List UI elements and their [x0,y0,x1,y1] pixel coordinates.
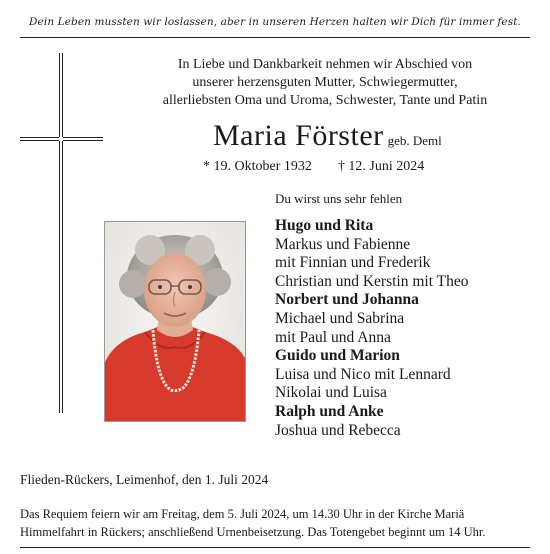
service-info [20,505,535,541]
bottom-divider [20,547,530,548]
deceased-name: Maria Förster [213,119,384,152]
portrait-photo [104,221,246,422]
family-row: Guido und Marion [275,347,400,365]
intro-line: In Liebe und Dankbarkeit nehmen wir Abschied von [177,57,473,72]
death-date: † 12. Juni 2024 [337,159,425,174]
family-row: Joshua und Rebecca [275,421,401,439]
intro-line: unserer herzensguten Mutter, Schwiegermutter, [192,75,458,90]
service-line: Das Requiem feiern wir am Freitag, dem 5. Juli 2024, um 14.30 Uhr in der Kirche Mariä [20,507,465,521]
family-row: Nikolai und Luisa [275,384,387,402]
intro-text [130,56,520,110]
deceased-name-line [213,119,442,153]
family-row: Ralph und Anke [275,402,384,420]
miss-line: Du wirst uns sehr fehlen [275,191,403,206]
life-dates [203,159,424,175]
service-line: Himmelfahrt in Rückers; anschließend Urnenbeisetzung. Das Totengebet beginnt um 14 Uhr. [20,525,486,539]
top-divider [20,37,530,38]
cross-icon [59,53,63,413]
family-row: Christian und Kerstin mit Theo [275,272,469,290]
cross-icon-beam [20,137,103,141]
family-row: Hugo und Rita [275,217,374,234]
motto: Dein Leben mussten wir loslassen, aber in unseren Herzen halten wir Dich für immer fest. [29,16,521,28]
portrait-photo-drawing [105,222,245,421]
family-row: Luisa und Nico mit Lennard [275,365,451,383]
intro-line: allerliebsten Oma und Uroma, Schwester, Tante und Patin [162,93,488,108]
birth-date: * 19. Oktober 1932 [203,159,312,174]
family-list [275,217,468,440]
place-date: Flieden-Rückers, Leimenhof, den 1. Juli 2024 [20,472,269,487]
family-row: mit Finnian und Frederik [275,254,431,272]
family-row: Norbert und Johanna [275,291,419,309]
family-row: Michael und Sabrina [275,309,405,327]
family-row: Markus und Fabienne [275,235,411,253]
birth-name: geb. Deml [387,133,442,148]
family-row: mit Paul und Anna [275,328,391,346]
